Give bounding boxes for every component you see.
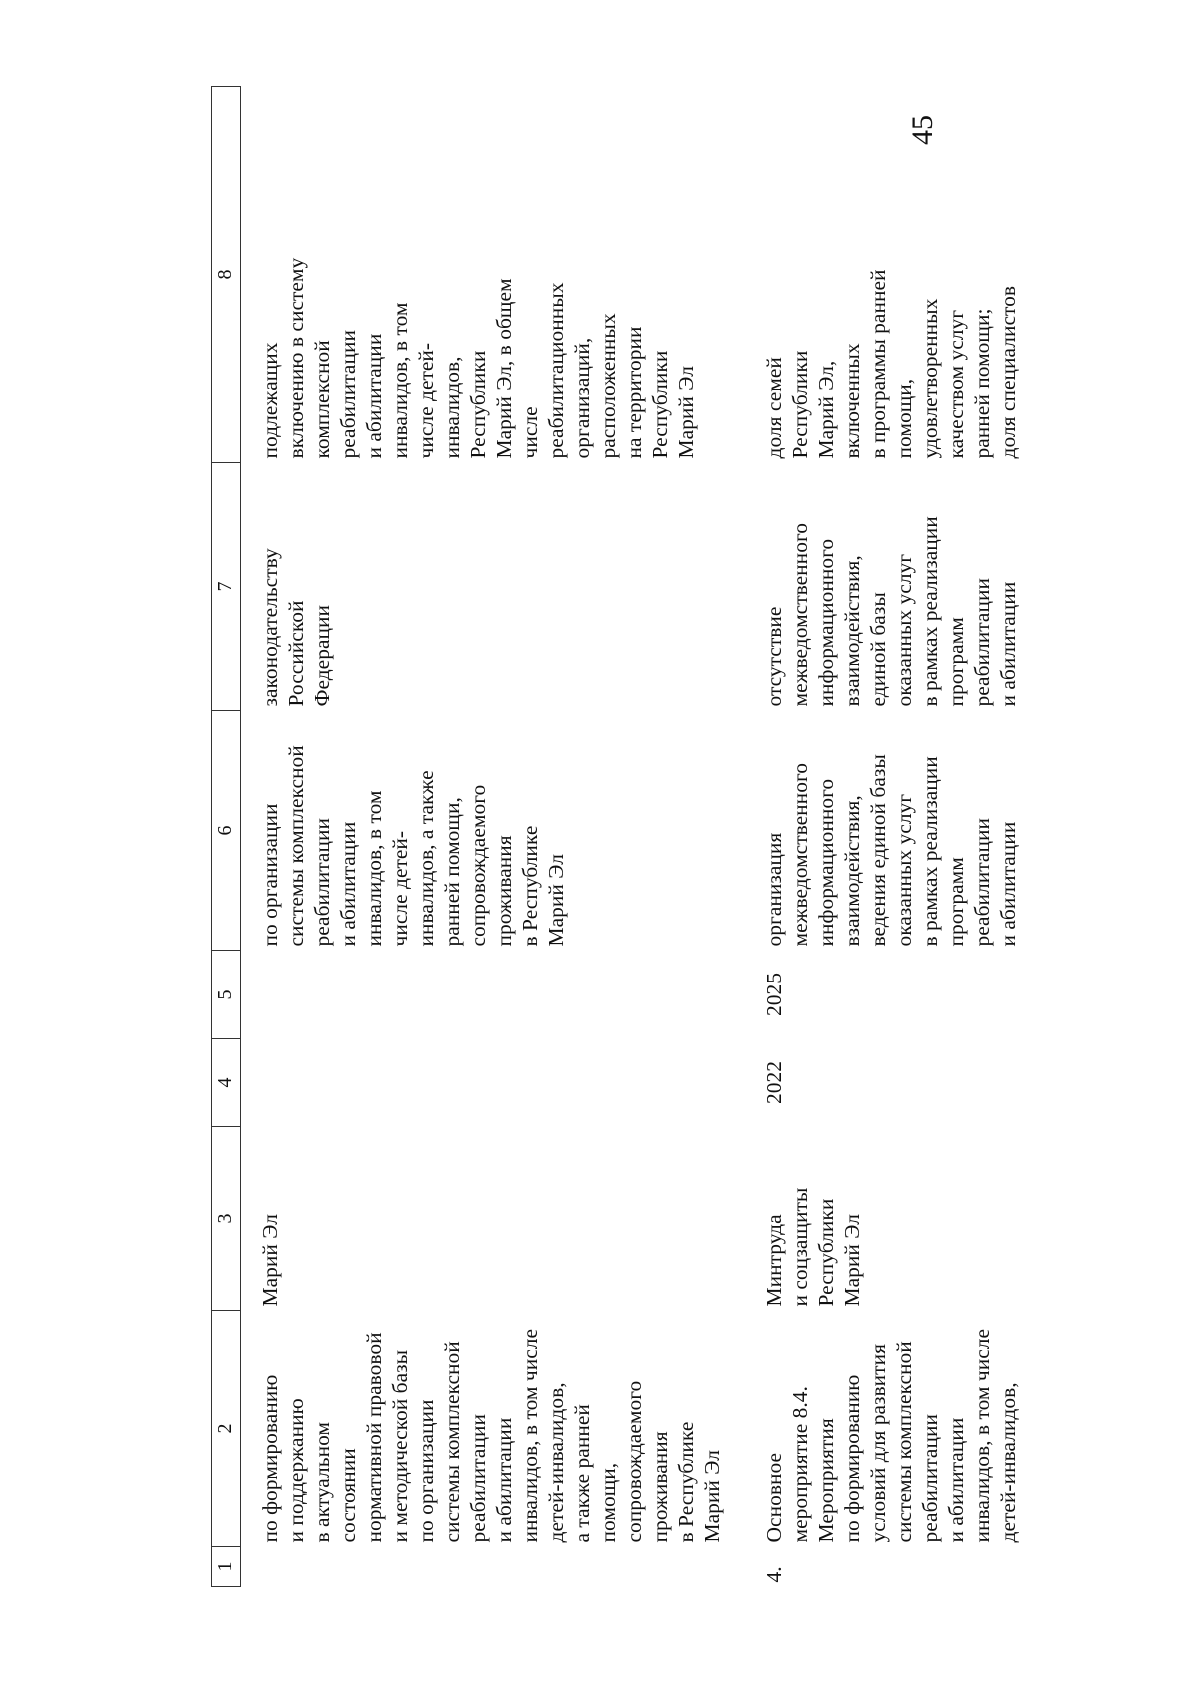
column-header: 3 xyxy=(212,1127,241,1311)
program-measures-table xyxy=(211,86,1021,1587)
page-number: 45 xyxy=(906,115,939,145)
row-number-cell: 4. xyxy=(762,1566,786,1583)
start-year-cell: 2022 xyxy=(762,1061,786,1104)
consequences-cell: отсутствие межведомственного информационного взаимодействия, единой базы оказанных услуг в рамках реализации программ реабилитации и абилитации xyxy=(762,516,1020,707)
consequences-cell: законодательству Российской Федерации xyxy=(258,548,334,707)
measure-name-cell: Основное мероприятие 8.4. Мероприятия по формированию условий для развития системы комплексной реабилитации и абилитации инвалидов, в том числе детей-инвалидов, xyxy=(762,1328,1020,1543)
column-header: 2 xyxy=(212,1311,241,1547)
column-header: 5 xyxy=(212,951,241,1039)
column-header: 8 xyxy=(212,87,241,463)
expected-result-cell: организация межведомственного информационного взаимодействия, ведения единой базы оказанных услуг в рамках реализации программ реабилитации и абилитации xyxy=(762,754,1020,947)
column-header: 7 xyxy=(212,463,241,711)
column-header: 4 xyxy=(212,1039,241,1127)
end-year-cell xyxy=(241,951,726,1039)
column-number-row xyxy=(212,87,241,1587)
end-year-cell: 2025 xyxy=(762,973,786,1016)
table-row xyxy=(241,87,726,1587)
executor-cell: Марий Эл xyxy=(258,1214,282,1307)
executor-cell: Минтруда и соцзащиты Республики Марий Эл xyxy=(762,1187,864,1307)
column-header: 1 xyxy=(212,1547,241,1587)
expected-result-cell: по организации системы комплексной реабилитации и абилитации инвалидов, в том числе детей- инвалидов, а также ранней помощи, сопровождаемого проживания в Республике Марий Эл xyxy=(258,745,568,947)
column-header: 6 xyxy=(212,711,241,951)
indicators-cell: доля семей Республики Марий Эл, включенных в программы ранней помощи, удовлетворенных качеством услуг ранней помощи; доля специалистов xyxy=(762,269,1020,459)
indicators-cell: подлежащих включению в систему комплексной реабилитации и абилитации инвалидов, в том числе детей- инвалидов, Республики Марий Эл, в общем числе реабилитационных организаций, расположенных на территории Республики Марий Эл xyxy=(258,257,698,459)
measure-name-cell: по формированию и поддержанию в актуальном состоянии нормативной правовой и методической базы по организации системы комплексной реабилитации и абилитации инвалидов, в том числе детей-инвалидов, а также ранней помощи, сопровождаемого проживания в Республике Марий Эл xyxy=(258,1328,724,1543)
rotated-table-sheet xyxy=(211,87,1073,1587)
start-year-cell xyxy=(241,1039,726,1127)
table-row xyxy=(725,87,1021,1587)
row-number-cell xyxy=(241,1547,726,1587)
